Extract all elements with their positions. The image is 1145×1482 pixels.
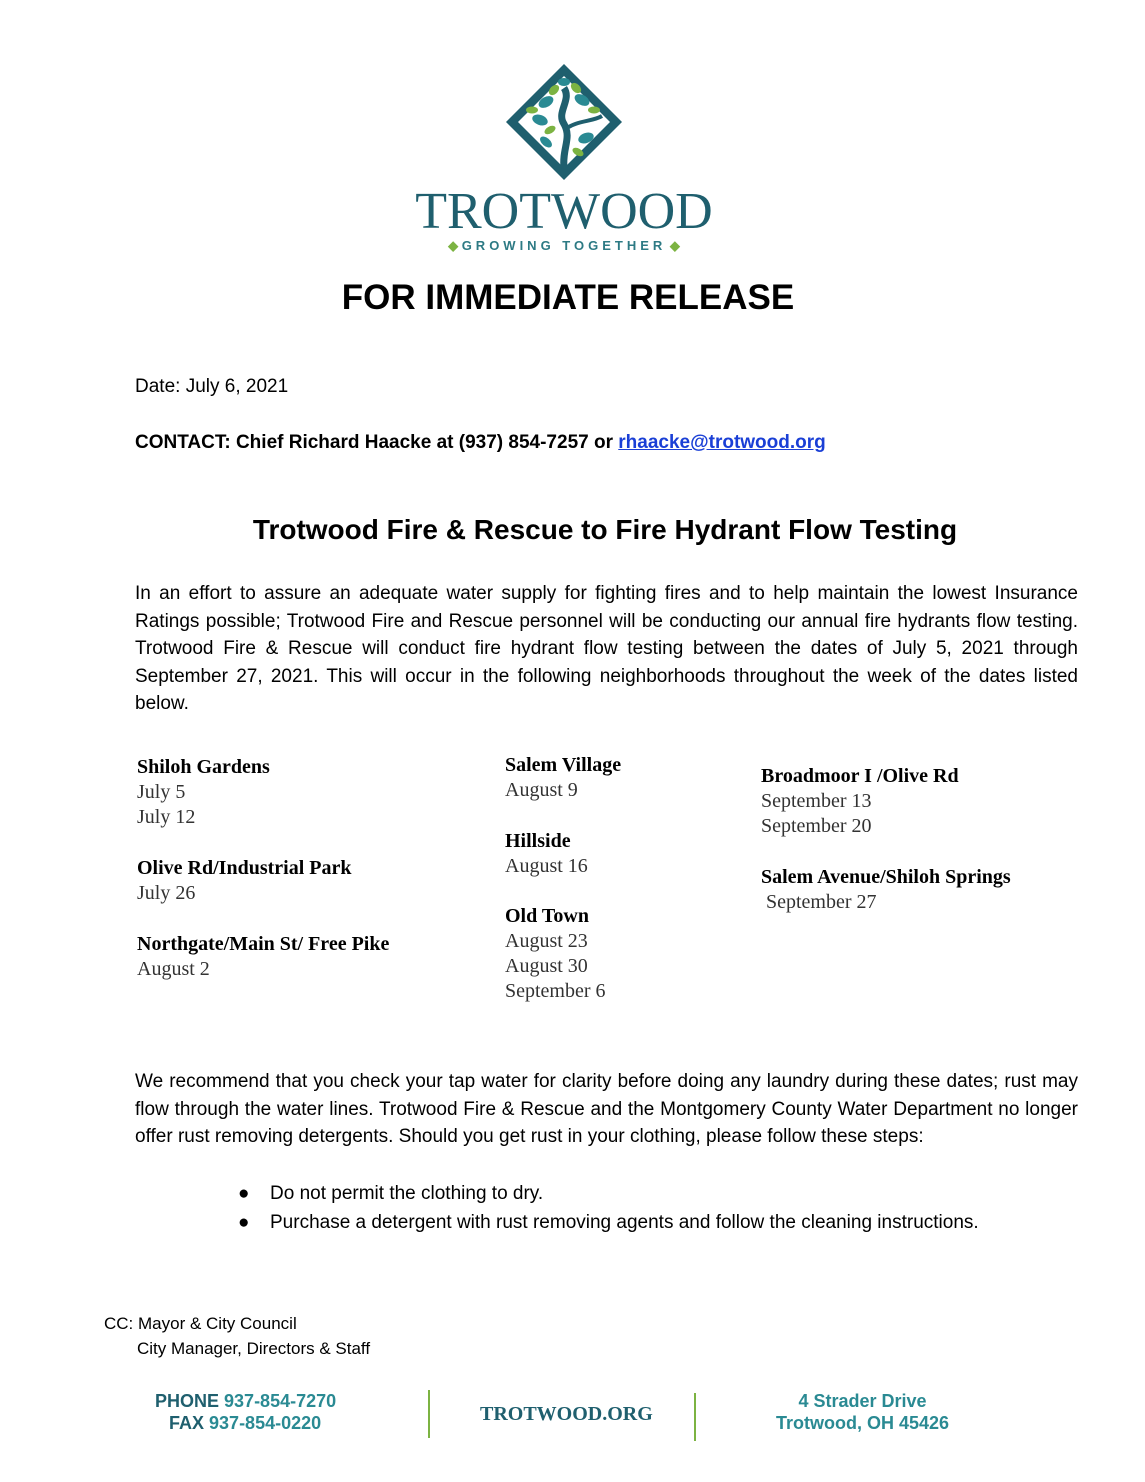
phone-number: 937-854-7270 xyxy=(224,1391,337,1411)
fax-label: FAX xyxy=(169,1413,205,1433)
steps-list xyxy=(238,1180,979,1237)
neighborhood-block xyxy=(505,753,621,803)
address-line: 4 Strader Drive xyxy=(798,1391,927,1411)
diamond-icon: ◆ xyxy=(448,238,462,253)
neighborhood-name: Salem Village xyxy=(505,754,622,776)
neighborhood-date: July 5 xyxy=(137,781,186,803)
footer-contact xyxy=(155,1390,336,1434)
contact-text: CONTACT: Chief Richard Haacke at (937) 854-7257 or xyxy=(135,432,619,453)
footer-address xyxy=(740,1390,985,1434)
release-date: Date: July 6, 2021 xyxy=(135,376,289,397)
step-text: Do not permit the clothing to dry. xyxy=(270,1183,544,1204)
list-item xyxy=(238,1180,979,1209)
neighborhood-block xyxy=(761,865,1011,915)
cc-label: CC: xyxy=(104,1314,134,1333)
tree-diamond-logo-icon xyxy=(502,60,626,184)
neighborhood-name: Broadmoor I /Olive Rd xyxy=(761,765,959,787)
neighborhood-date: September 6 xyxy=(505,980,606,1002)
article-title: Trotwood Fire & Rescue to Fire Hydrant Flow Testing xyxy=(252,514,958,545)
list-item xyxy=(238,1209,979,1238)
tagline-text: GROWING TOGETHER xyxy=(461,238,667,253)
contact-line xyxy=(135,432,826,454)
address-line: Trotwood, OH 45426 xyxy=(775,1413,950,1433)
neighborhood-block xyxy=(505,904,606,1004)
phone-label: PHONE xyxy=(155,1391,220,1411)
logo-wordmark: TROTWOOD xyxy=(415,183,713,240)
neighborhood-date: August 23 xyxy=(505,930,588,952)
neighborhood-name: Hillside xyxy=(505,830,571,852)
neighborhood-name: Old Town xyxy=(505,905,589,927)
neighborhood-name: Olive Rd/Industrial Park xyxy=(137,857,352,879)
cc-block xyxy=(104,1311,370,1361)
neighborhood-block xyxy=(505,829,588,879)
neighborhood-block xyxy=(137,932,389,982)
neighborhood-block xyxy=(761,764,959,839)
logo-tagline xyxy=(0,238,1128,254)
diamond-icon: ◆ xyxy=(666,238,680,253)
neighborhood-date: August 2 xyxy=(137,958,210,980)
neighborhood-date: September 20 xyxy=(761,815,872,837)
cc-line: City Manager, Directors & Staff xyxy=(137,1339,371,1358)
email-link[interactable]: rhaacke@trotwood.org xyxy=(618,432,826,453)
bullet-icon: ● xyxy=(238,1183,250,1204)
intro-paragraph: In an effort to assure an adequate water supply for fighting fires and to help maintain the lowest Insurance Ratings possible; Trotwood Fire and Rescue personnel will be conducting our annual fire hydrants flow testing. Trotwood Fire & Rescue will conduct fire hydrant flow testing between the dates of July 5, 2021 through September 27, 2021. This will occur in the following neighborhoods throughout the week of the dates listed below. xyxy=(135,583,1078,714)
neighborhood-name: Salem Avenue/Shiloh Springs xyxy=(761,866,1011,888)
neighborhood-block xyxy=(137,755,270,830)
bullet-icon: ● xyxy=(238,1211,250,1233)
neighborhood-name: Northgate/Main St/ Free Pike xyxy=(137,933,390,955)
neighborhood-date: August 30 xyxy=(505,955,588,977)
neighborhood-date: July 12 xyxy=(137,806,196,828)
neighborhood-date: September 27 xyxy=(761,891,877,913)
neighborhood-date: September 13 xyxy=(761,790,872,812)
fax-number: 937-854-0220 xyxy=(209,1413,322,1433)
neighborhood-block xyxy=(137,856,351,906)
footer-website[interactable]: TROTWOOD.ORG xyxy=(480,1403,653,1425)
cc-line: Mayor & City Council xyxy=(138,1314,297,1333)
recommendation-paragraph: We recommend that you check your tap water for clarity before doing any laundry during these dates; rust may flow through the water lines. Trotwood Fire & Rescue and the Montgomery County Water Department no longer offer rust removing detergents. Should you get rust in your clothing, please follow these steps: xyxy=(135,1071,1078,1147)
page-title: FOR IMMEDIATE RELEASE xyxy=(341,278,795,317)
neighborhood-date: August 16 xyxy=(505,855,588,877)
footer-divider xyxy=(694,1393,696,1441)
neighborhood-date: July 26 xyxy=(137,882,196,904)
footer-divider xyxy=(428,1390,430,1438)
neighborhood-date: August 9 xyxy=(505,779,578,801)
neighborhood-name: Shiloh Gardens xyxy=(137,756,270,778)
step-text: Purchase a detergent with rust removing agents and follow the cleaning instructions. xyxy=(270,1211,979,1233)
